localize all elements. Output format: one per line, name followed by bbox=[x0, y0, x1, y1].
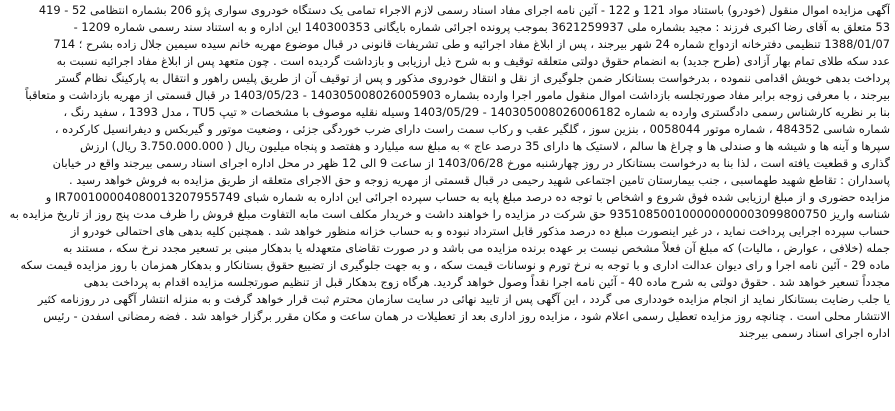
notice-line: شماره شاسی 484352 ، شماره موتور 0058044 ، بنزین سوز ، گلگیر عقب و رکاب سمت راست دارای ضرب خوردگی جزئی ، وضعیت موتور و گیربکس و دیفرانسیل کارکرده ، bbox=[54, 122, 890, 136]
notice-line: آگهی مزایده اموال منقول (خودرو) باستناد مواد 121 و 122 - آئین نامه اجرای مفاد اسناد رسمی لازم الاجراء تمامی یک دستگاه خودروی سواری پژو 206 بشماره انتظامی 52 - 419 bbox=[38, 3, 890, 17]
notice-line: سپرها و آینه ها و شیشه ها و صندلی ها و چراغ ها سالم ، لاستیک ها دارای 35 درصد عاج » به مبلغ سه میلیارد و هفتصد و پنجاه میلیون ریال ( 3.750.000.000 ریال) ارزش bbox=[79, 139, 890, 153]
notice-line: شناسه واریز 935108500100000000003099800750 حق شرکت در مزایده را خواهند داشت و خریدار مکلف است مابه التفاوت مبلغ فروش را ظرف مدت پنج روز از تاریخ مزایده به bbox=[9, 207, 890, 221]
notice-line: الانتشار محلی است . چنانچه روز مزایده تعطیل رسمی اعلام شود ، مزایده روز اداری بعد از تعطیلات در همان ساعت و مکان مقرر برگزار خواهد شد . فضه رمضانی اسفدن - رئیس bbox=[43, 309, 890, 323]
notice-line: پرداخت بدهی خویش اقدامی ننموده ، بدرخواست بستانکار ضمن جلوگیری از نقل و انتقال خودروی مذکور و پس از توقیف آن از طریق پلیس راهور و انتقال به پارکینگ نظام گستر bbox=[55, 71, 890, 85]
notice-line: یا جلب رضایت بستانکار نماید از انجام مزایده خودداری می گردد ، این آگهی پس از تایید نهائی در سایت سازمان محترم ثبت قرار خواهد گرفت و به منزله انتشار آگهی در روزنامه کثیر bbox=[37, 292, 890, 306]
notice-line: 1388/01/07 تنظیمی دفترخانه ازدواج شماره 24 شهر بیرجند ، پس از ابلاغ مفاد اجرائیه و طی تشریفات قانونی در قبال موضوع مهریه خانم سیده سیمین جلال زاده بشرح ؛ 714 bbox=[53, 37, 890, 51]
notice-line: عدد سکه طلای تمام بهار آزادی (طرح جدید) به انضمام حقوق دولتی متعلقه توقیف و به شرح ذیل ارزیابی و بازداشت گردیده است . چون متعهد پس از ابلاغ مفاد اجرائیه نسبت به bbox=[56, 54, 890, 68]
notice-line: ماده 29 - آئین نامه اجرا و رای دیوان عدالت اداری و با توجه به نرخ تورم و نوسانات قیمت سکه ، و به جهت جلوگیری از تضییع حقوق بستانکار و بدهکار همزمان با روز مزایده قیمت سکه bbox=[20, 258, 890, 272]
notice-line: اداره اجرای اسناد رسمی بیرجند bbox=[738, 326, 890, 340]
notice-line: جمله (خلافی ، عوارض ، مالیات) که مبلغ آن فعلاً مشخص نیست بر عهده برنده مزایده می باشد و در صورت تقاضای متعهدله یا بدهکار مبنی بر تسعیر مجدد نرخ سکه ، مستند به bbox=[63, 241, 890, 255]
notice-line: مجدداً تسعیر خواهد شد . حقوق دولتی به شرح ماده 40 - آئین نامه اجرا نقداً وصول خواهد گردید. هرگاه زوج بدهکار قبل از تنظیم صورتجلسه مزایده اقدام به پرداخت بدهی bbox=[83, 275, 890, 289]
notice-line: مزایده حضوری و از مبلغ ارزیابی شده فوق شروع و اشخاص با توجه ده درصد مبلغ پایه به حساب سپرده اجرائی این اداره به شماره شبای IR700100004080013207955749 و bbox=[45, 190, 890, 204]
notice-line: بیرجند ، با معرفی زوجه برابر مفاد صورتجلسه بازداشت اموال منقول مامور اجرا وارده بشماره 14030500802600590​3 - 1403/05/23 در قبال قسمتی از مهریه بازداشت و متعاقباً bbox=[25, 88, 890, 102]
notice-line: حساب سپرده اجرایی پرداخت نماید ، در غیر اینصورت مبلغ ده درصد مذکور قابل استرداد نبوده و به حساب خزانه منظور خواهد شد . همچنین کلیه بدهی های احتمالی خودرو از bbox=[70, 224, 890, 238]
notice-line: 53 متعلق به آقای رضا اکبری فرزند : مجید بشماره ملی 3621259937 بموجب پرونده اجرائی شماره بایگانی 140300353 این اداره و به استناد سند رسمی شماره 1209 - bbox=[73, 20, 890, 34]
notice-line: گذاری و قطعیت یافته است ، لذا بنا به درخواست بستانکار در روز چهارشنبه مورخ 1403/06/28 از ساعت 9 الی 12 ظهر در محل اداره اجرای اسناد رسمی بیرجند واقع در خیابان bbox=[52, 156, 890, 170]
notice-line: پاسداران : تقاطع شهید طهماسبی ، جنب بیمارستان تامین اجتماعی شهید رحیمی در قبال قسمتی از مهریه زوجه و حق الاجرای متعلقه از طریق مزایده به فروش خواهد رسید . bbox=[69, 173, 890, 187]
notice-line: بنا بر نظریه کارشناس رسمی دادگستری وارده به شماره 14030500802600618​2 - 1403/05/29 وسیله نقلیه موصوف با مشخصات « تیپ TU5 ، مدل 1393 ، سفید رنگ ، bbox=[63, 105, 890, 119]
